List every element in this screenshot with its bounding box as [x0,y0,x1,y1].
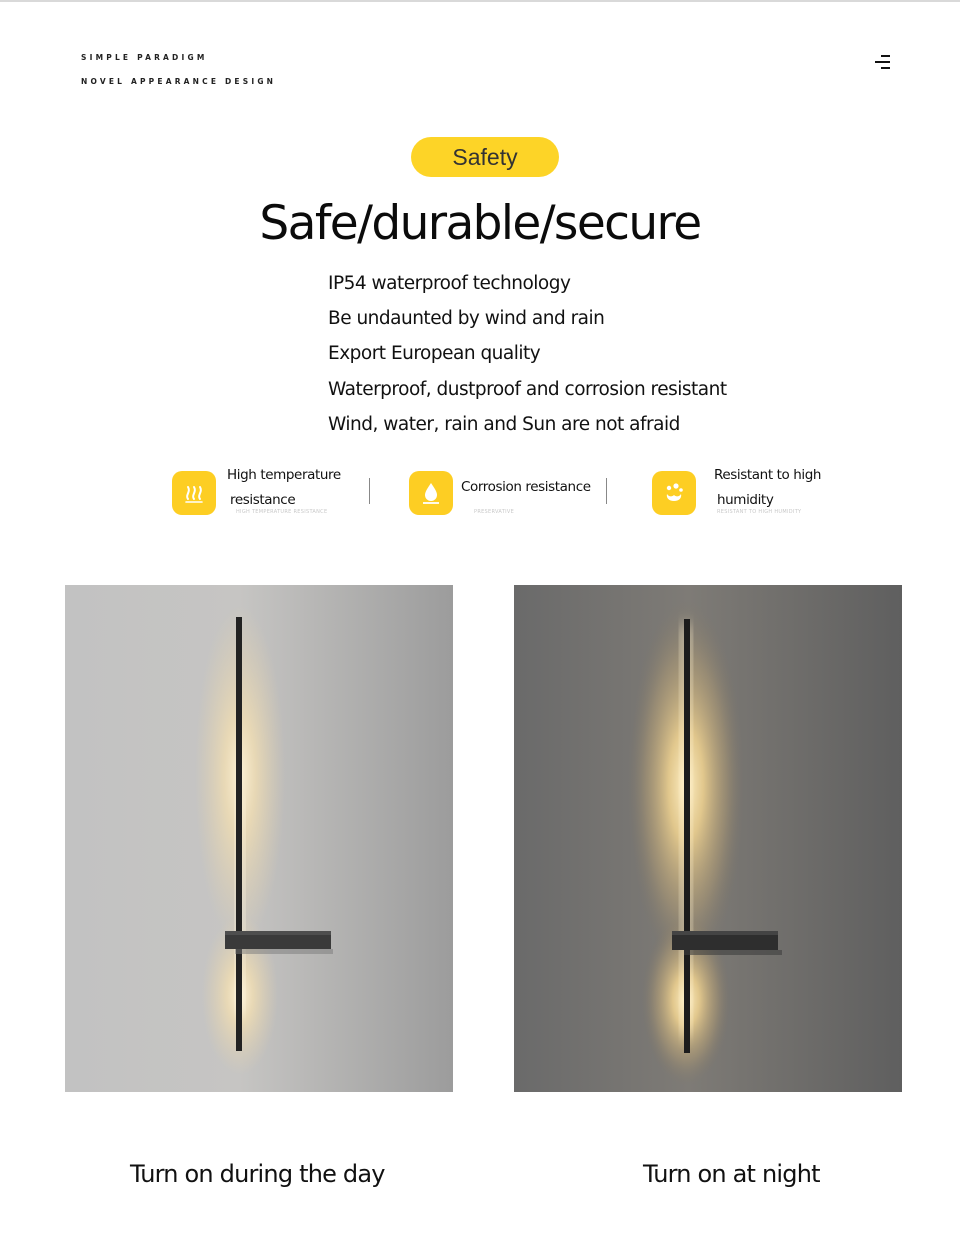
brand-line-2: NOVEL APPEARANCE DESIGN [81,77,277,86]
bullet-item: Be undaunted by wind and rain [328,308,605,329]
safety-badge: Safety [411,137,559,177]
bullet-item: Wind, water, rain and Sun are not afraid [328,414,680,435]
corrosion-drop-icon [409,471,453,515]
feature-divider [606,478,607,504]
feature-label: Corrosion resistance [461,479,591,495]
feature-divider [369,478,370,504]
feature-sublabel: HIGH TEMPERATURE RESISTANCE [236,509,328,515]
bullet-item: Export European quality [328,343,541,364]
feature-label: Resistant to high [714,467,822,483]
top-divider [0,0,960,2]
feature-label: humidity [717,492,774,508]
brand-line-1: SIMPLE PARADIGM [81,53,208,62]
night-lamp-photo [514,585,902,1092]
bullet-item: IP54 waterproof technology [328,273,571,294]
feature-sublabel: PRESERVATIVE [474,509,515,515]
feature-label: High temperature [227,467,341,483]
feature-label: resistance [230,492,296,508]
day-lamp-photo [65,585,453,1092]
splash-icon [652,471,696,515]
feature-sublabel: RESISTANT TO HIGH HUMIDITY [717,509,802,515]
menu-icon[interactable] [872,54,890,70]
day-caption: Turn on during the day [130,1160,385,1188]
night-caption: Turn on at night [643,1160,820,1188]
headline: Safe/durable/secure [259,196,701,251]
bullet-item: Waterproof, dustproof and corrosion resistant [328,379,727,400]
heat-waves-icon [172,471,216,515]
